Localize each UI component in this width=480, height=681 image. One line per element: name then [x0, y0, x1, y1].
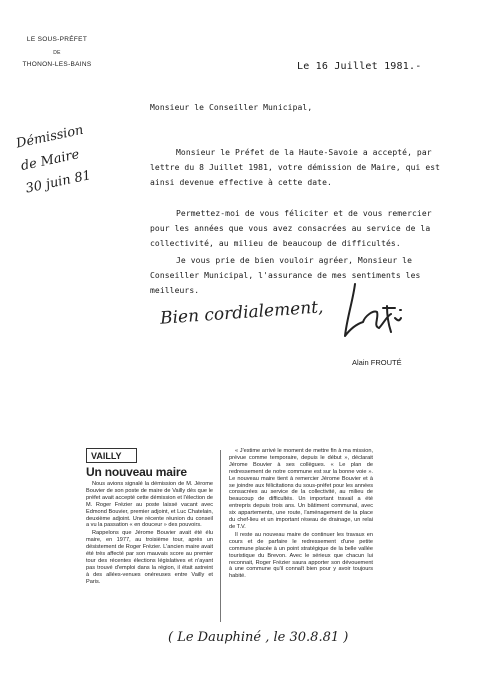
margin-note-line: Démission	[14, 122, 85, 152]
signer-name: Alain FROUTÉ	[352, 358, 402, 367]
letterhead-title: LE SOUS-PRÉFET	[26, 36, 88, 43]
letterhead	[12, 37, 102, 75]
clipping-headline: Un nouveau maire	[86, 465, 187, 479]
clipping-paragraph: Nous avions signalé la démission de M. Jérome Bouvier de son poste de maire de Vailly dès que le préfet avait accepté cette démission et l'élection de M. Roger Frézier au poste laissé vacant avec Edmond Bouvier, premier adjoint, et Luc Chatelain, deuxième adjoint. Une récente réunion du conseil a vu la passation « en douceur » des pouvoirs.	[86, 481, 213, 529]
margin-note-line: de Maire	[19, 147, 81, 175]
letterhead-de: DE	[53, 49, 61, 56]
clipping-left-column	[86, 448, 213, 633]
handwritten-margin-note	[14, 119, 95, 201]
paragraph-text: Permettez-moi de vous féliciter et de vous remercier pour les années que vous avez consacrées au service de la collectivité, au milieu de beaucoup de difficultés.	[150, 209, 432, 248]
letter-paragraph	[150, 206, 450, 251]
letter-salutation: Monsieur le Conseiller Municipal,	[150, 103, 313, 112]
letter-paragraph	[150, 145, 450, 190]
clipping-paragraph: « J'estime arrivé le moment de mettre fin à ma mission, prévue comme temporaire, depuis le début », déclarait Jérome Bouvier à ses collègues. « Le plan de redressement de notre commune est sur la bonne voie ». Le nouveau maire tient à remercier Jérome Bouvier et à se joindre aux félicitations du sous-préfet pour les années consacrées au service de la collectivité, au milieu de beaucoup de difficultés. Un important travail a été entrepris depuis trois ans. Un bâtiment communal, avec six appartements, une route, l'aménagement de la place du chef-lieu et un important réseau de drainage, un relai de T.V.	[229, 448, 373, 530]
handwritten-source-note: ( Le Dauphiné , le 30.8.81 )	[168, 630, 349, 645]
paragraph-text: Je vous prie de bien vouloir agréer, Monsieur le Conseiller Municipal, l'assurance de mes sentiments les meilleurs.	[150, 256, 421, 295]
clipping-paragraph: Il reste au nouveau maire de continuer les travaux en cours et de parfaire le redressement d'une petite commune placée à un point stratégique de la belle vallée touristique du Brevon. Avec le sérieux que chacun lui reconnait, Roger Frézier saura apporter son dévouement à une commune qu'il connaît bien pour y avoir toujours habité.	[229, 531, 373, 580]
newspaper-clipping	[86, 448, 376, 633]
handwritten-closing: Bien cordialement,	[159, 297, 325, 329]
clipping-place-box: VAILLY	[86, 448, 137, 463]
signature-icon	[333, 278, 408, 348]
paragraph-text: Monsieur le Préfet de la Haute-Savoie a accepté, par lettre du 8 Juillet 1981, votre démission de Maire, qui est ainsi devenue effective à cette date.	[150, 148, 441, 187]
letterhead-city: THONON-LES-BAINS	[22, 60, 92, 68]
clipping-right-column	[229, 448, 373, 624]
margin-note-line: 30 juin 81	[24, 168, 93, 197]
column-divider	[220, 450, 221, 622]
letter-date: Le 16 Juillet 1981.-	[297, 61, 422, 72]
clipping-paragraph: Rappelons que Jérome Bouvier avait été élu maire, en 1977, au troisième tour, après un désistement de Roger Frézier. L'ancien maire avait été très affecté par son mauvais score au premier tour des récentes élections législatives et n'ayant pas trouvé d'emploi dans la région, il était astreint à des allées-venues onéreuses entre Vailly et Paris.	[86, 530, 213, 585]
